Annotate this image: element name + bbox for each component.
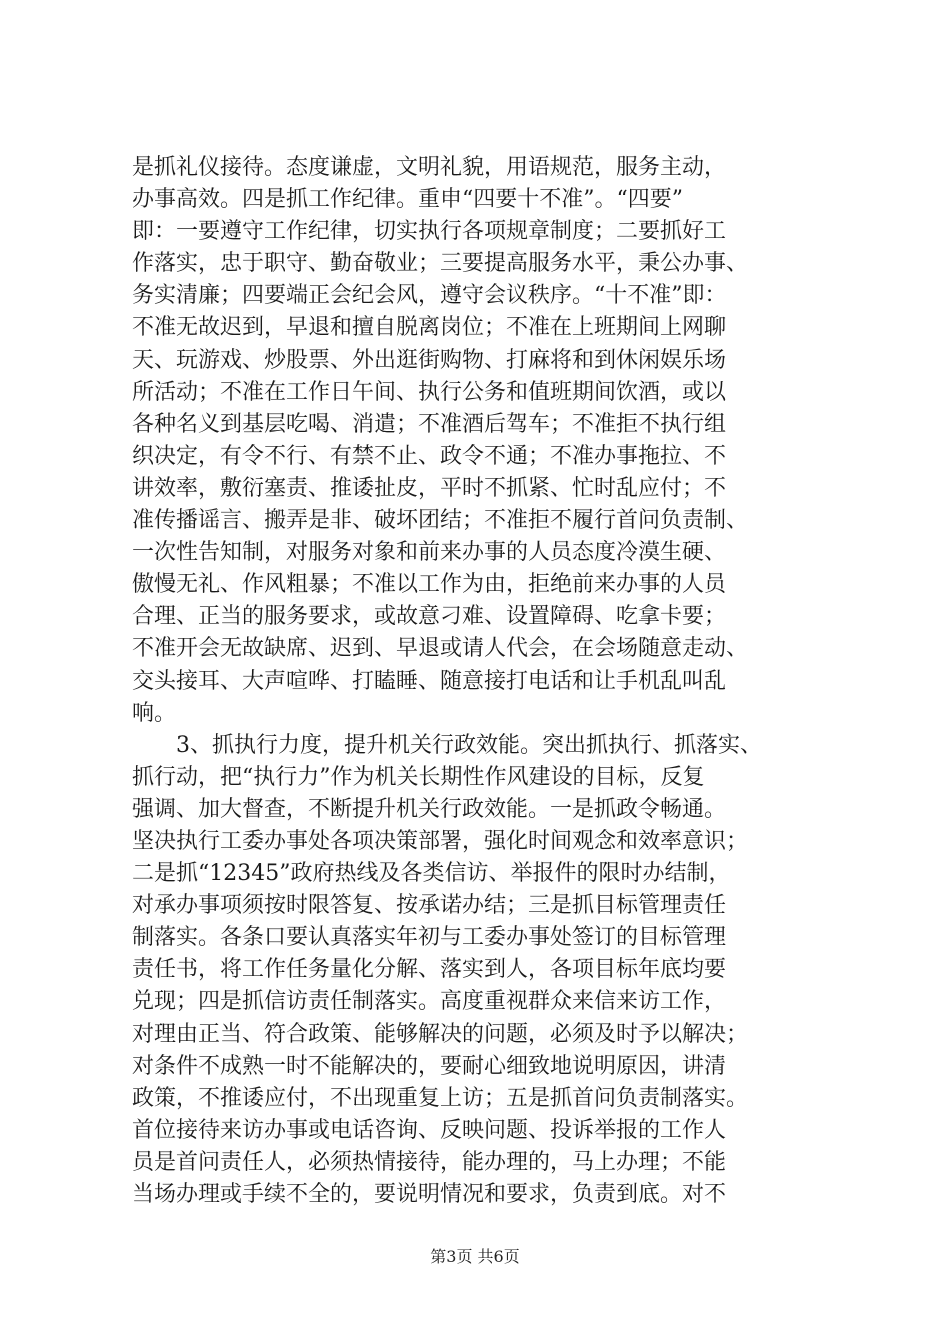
text-line: 一次性告知制，对服务对象和前来办事的人员态度冷漠生硬、: [132, 540, 727, 566]
section-heading-line: 3、抓执行力度，提升机关行政效能。突出抓执行、抓落实、: [176, 732, 762, 758]
text-line: 制落实。各条口要认真落实年初与工委办事处签订的目标管理: [132, 925, 727, 951]
text-line: 织决定，有令不行、有禁不止、政令不通；不准办事拖拉、不: [132, 443, 727, 469]
document-body: [132, 152, 832, 1211]
text-line: 强调、加大督查，不断提升机关行政效能。一是抓政令畅通。: [132, 796, 727, 822]
text-line: 责任书，将工作任务量化分解、落实到人，各项目标年底均要: [132, 957, 727, 983]
text-line: 对条件不成熟一时不能解决的，要耐心细致地说明原因，讲清: [132, 1053, 727, 1079]
text-line: 务实清廉；四要端正会纪会风，遵守会议秩序。“十不准”即：: [132, 283, 727, 309]
text-line: 首位接待来访办事或电话咨询、反映问题、投诉举报的工作人: [132, 1117, 727, 1143]
text-line: 所活动；不准在工作日午间、执行公务和值班期间饮酒，或以: [132, 379, 727, 405]
text-line: 讲效率，敷衍塞责、推诿扯皮，平时不抓紧、忙时乱应付；不: [132, 475, 727, 501]
text-line: 政策，不推诿应付，不出现重复上访；五是抓首问负责制落实。: [132, 1085, 749, 1111]
text-line: 对承办事项须按时限答复、按承诺办结；三是抓目标管理责任: [132, 893, 727, 919]
text-line: 二是抓“12345”政府热线及各类信访、举报件的限时办结制，: [132, 861, 731, 887]
text-line: 坚决执行工委办事处各项决策部署，强化时间观念和效率意识；: [132, 828, 749, 854]
text-line: 作落实，忠于职守、勤奋敬业；三要提高服务水平，秉公办事、: [132, 251, 749, 277]
text-line: 对理由正当、符合政策、能够解决的问题，必须及时予以解决；: [132, 1021, 749, 1047]
page-number: 第3页 共6页: [430, 1247, 520, 1266]
text-line: 兑现；四是抓信访责任制落实。高度重视群众来信来访工作，: [132, 989, 727, 1015]
text-line: 交头接耳、大声喧哗、打瞌睡、随意接打电话和让手机乱叫乱: [132, 668, 727, 694]
text-line: 各种名义到基层吃喝、消遣；不准酒后驾车；不准拒不执行组: [132, 411, 727, 437]
text-line: 天、玩游戏、炒股票、外出逛街购物、打麻将和到休闲娱乐场: [132, 347, 727, 373]
text-line: 抓行动，把“执行力”作为机关长期性作风建设的目标，反复: [132, 764, 705, 790]
text-line: 合理、正当的服务要求，或故意刁难、设置障碍、吃拿卡要；: [132, 604, 727, 630]
text-line: 响。: [132, 700, 177, 726]
text-line: 是抓礼仪接待。态度谦虚，文明礼貌，用语规范，服务主动，: [132, 155, 727, 180]
text-line: 不准无故迟到，早退和擅自脱离岗位；不准在上班期间上网聊: [132, 315, 727, 341]
page-footer: [0, 1244, 950, 1267]
text-line: 办事高效。四是抓工作纪律。重申“四要十不准”。“四要”: [132, 187, 683, 213]
text-line: 当场办理或手续不全的，要说明情况和要求，负责到底。对不: [132, 1182, 727, 1207]
text-line: 准传播谣言、搬弄是非、破坏团结；不准拒不履行首问负责制、: [132, 508, 749, 534]
text-line: 不准开会无故缺席、迟到、早退或请人代会，在会场随意走动、: [132, 636, 749, 662]
text-line: 员是首问责任人，必须热情接待，能办理的，马上办理；不能: [132, 1149, 727, 1175]
text-line: 即：一要遵守工作纪律，切实执行各项规章制度；二要抓好工: [132, 219, 727, 245]
text-line: 傲慢无礼、作风粗暴；不准以工作为由，拒绝前来办事的人员: [132, 572, 727, 598]
